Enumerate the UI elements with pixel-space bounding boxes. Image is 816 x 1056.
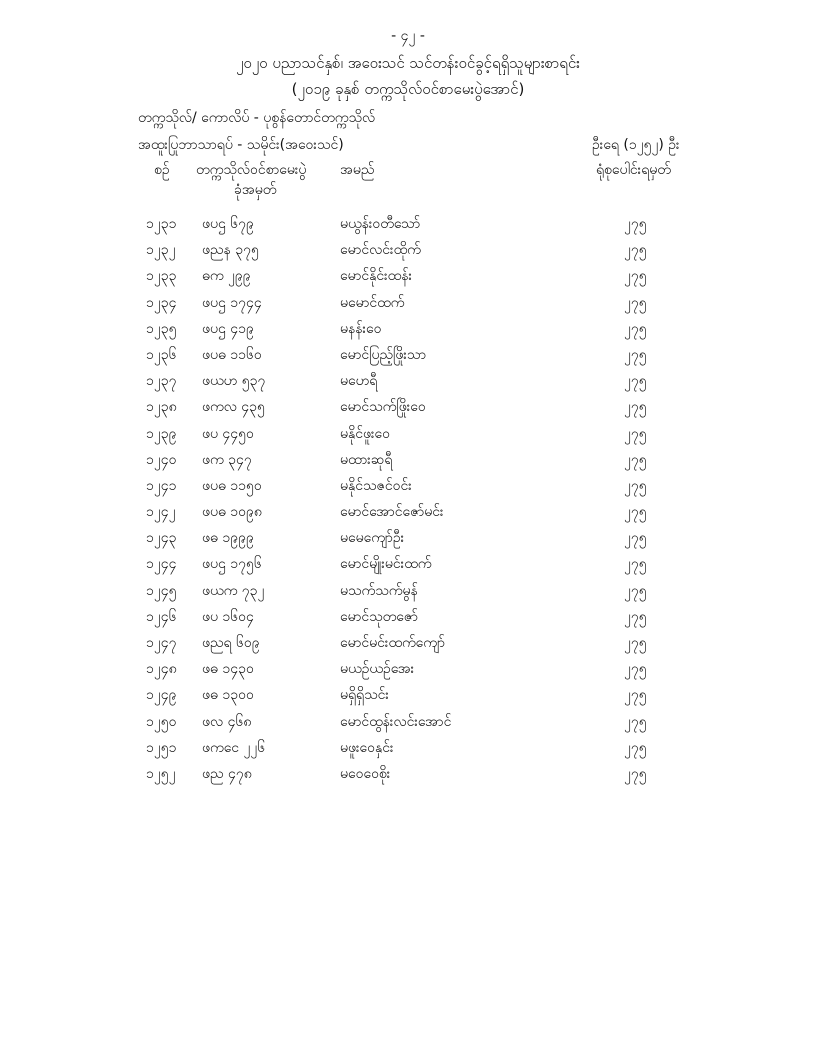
student-name: မောင်သုတဇော် — [340, 608, 418, 625]
row-number: ၁၂၄၄ — [146, 556, 177, 573]
table-row — [0, 472, 816, 498]
row-number: ၁၂၃၄ — [146, 294, 177, 311]
table-row — [0, 262, 816, 288]
score: ၂၇၅ — [624, 661, 647, 678]
table-row — [0, 734, 816, 760]
roll-number: ဖယဟ ၅၃၇ — [202, 373, 266, 390]
student-name: မယဉ်ယဉ်အေး — [340, 661, 415, 678]
page-number: - ၄၂ - — [391, 28, 425, 44]
student-name: မယွန်းဝတီသော် — [340, 216, 421, 232]
row-number: ၁၂၄၅ — [146, 582, 177, 599]
row-number: ၁၂၅၀ — [146, 713, 177, 730]
student-list — [0, 210, 816, 786]
score: ၂၇၅ — [624, 399, 647, 416]
row-number: ၁၂၄၀ — [146, 451, 177, 468]
score: ၂၇၅ — [624, 268, 647, 285]
table-row — [0, 210, 816, 236]
score: ၂၇၅ — [624, 608, 647, 625]
score: ၂၇၅ — [624, 765, 647, 782]
total-count: ဦးရေ (၁၂၅၂) ဦး — [592, 137, 680, 153]
row-number: ၁၂၃၃ — [146, 268, 177, 285]
roll-number: ဖယက ၇၃၂ — [202, 582, 265, 599]
row-number: ၁၂၅၁ — [146, 739, 177, 756]
table-row — [0, 393, 816, 419]
score: ၂၇၅ — [624, 556, 647, 573]
row-number: ၁၂၄၂ — [146, 504, 176, 521]
score: ၂၇၅ — [624, 346, 647, 363]
student-name: မောင်နိုင်းထန်း — [340, 268, 413, 285]
roll-number: ဖဓ ၁၉၉၉ — [202, 530, 254, 547]
student-name: မရှိရှိသင်း — [340, 687, 389, 704]
student-name: မောင်မျိုးမင်းထက် — [340, 556, 432, 573]
roll-number: ဖပဌ ၁၇၄၄ — [202, 294, 262, 311]
row-number: ၁၂၄၆ — [146, 608, 177, 625]
row-number: ၁၂၃၅ — [146, 320, 177, 337]
header-roll-line1: တက္ကသိုလ်ဝင်စာမေးပွဲ — [196, 162, 307, 178]
student-name: မောင်လင်းထိုက် — [340, 242, 421, 259]
student-name: မမောင်ထက် — [340, 294, 405, 311]
row-number: ၁၂၃၇ — [146, 373, 177, 390]
table-row — [0, 577, 816, 603]
student-name: မသက်သက်မွန် — [340, 582, 418, 599]
student-name: မနန်းဝေ — [340, 320, 382, 337]
row-number: ၁၂၃၆ — [146, 346, 177, 363]
student-name: မောင်မင်းထက်ကျော် — [340, 635, 445, 651]
row-number: ၁၂၅၂ — [146, 765, 176, 782]
roll-number: ဖပဌ ၁၇၅၆ — [202, 556, 262, 573]
score: ၂၇၅ — [624, 504, 647, 521]
table-row — [0, 236, 816, 262]
student-name: မနိုင်သဇင်ဝင်း — [340, 477, 412, 494]
header-no: စဉ် — [154, 162, 170, 178]
student-name: မမေကျော်ဦး — [340, 530, 405, 547]
score: ၂၇၅ — [624, 242, 647, 259]
roll-number: ဖဓ ၁၃၀၀ — [202, 687, 254, 704]
score: ၂၇၅ — [624, 216, 647, 232]
student-name: မောင်သက်ဖြိုးဝေ — [340, 399, 426, 416]
major-line: အထူးပြုဘာသာရပ် - သမိုင်း(အဝေးသင်) — [138, 137, 344, 153]
roll-number: ဖည ၄၇၈ — [202, 765, 252, 782]
score: ၂၇၅ — [624, 582, 647, 599]
score: ၂၇၅ — [624, 635, 647, 651]
score: ၂၇၅ — [624, 425, 647, 442]
roll-number: ဖပဓ ၁၀၉၈ — [202, 504, 262, 521]
row-number: ၁၂၄၁ — [146, 477, 177, 494]
table-row — [0, 289, 816, 315]
table-row — [0, 498, 816, 524]
table-row — [0, 341, 816, 367]
score: ၂၇၅ — [624, 530, 647, 547]
table-row — [0, 524, 816, 550]
row-number: ၁၂၃၈ — [146, 399, 177, 416]
roll-number: ဖလ ၄၆၈ — [202, 713, 252, 730]
student-name: မောင်ပြည့်ဖြိုးသာ — [340, 346, 427, 363]
header-roll-line2: ခုံအမှတ် — [234, 182, 277, 198]
roll-number: ဖကလ ၄၃၅ — [202, 399, 265, 416]
table-row — [0, 708, 816, 734]
table-row — [0, 420, 816, 446]
student-name: မနိုင်ဖူးဝေ — [340, 425, 391, 442]
roll-number: ဖညရ ၆၀၉ — [202, 635, 260, 651]
university-line: တက္ကသိုလ်/ ကောလိပ် - ပုစွန်တောင်တက္ကသိုလ် — [138, 110, 376, 126]
table-row — [0, 681, 816, 707]
roll-number: ဖဓ ၁၄၃၀ — [202, 661, 254, 678]
roll-number: ဓက ၂၉၉ — [202, 268, 251, 285]
document-title: ၂၀၂၀ ပညာသင်နှစ်၊ အဝေးသင် သင်တန်းဝင်ခွင့်ရရှိသူများစာရင်း — [236, 54, 580, 72]
table-row — [0, 603, 816, 629]
table-row — [0, 629, 816, 655]
score: ၂၇၅ — [624, 687, 647, 704]
row-number: ၁၂၃၂ — [146, 242, 176, 259]
roll-number: ဖကငေ ၂၂၆ — [202, 739, 266, 756]
student-name: မဟေရီ — [340, 373, 378, 390]
row-number: ၁၂၃၉ — [146, 425, 177, 442]
roll-number: ဖပဌ ၄၁၉ — [202, 320, 254, 337]
table-row — [0, 760, 816, 786]
header-name: အမည် — [340, 162, 375, 178]
score: ၂၇၅ — [624, 451, 647, 468]
document-subtitle: (၂၀၁၉ ခုနှစ် တက္ကသိုလ်ဝင်စာမေးပွဲအောင်) — [291, 80, 525, 98]
roll-number: ဖညန ၃၇၅ — [202, 242, 259, 259]
roll-number: ဖပဓ ၁၁၆၀ — [202, 346, 262, 363]
roll-number: ဖပ ၁၆၀၄ — [202, 608, 254, 625]
row-number: ၁၂၄၉ — [146, 687, 177, 704]
row-number: ၁၂၄၈ — [146, 661, 177, 678]
score: ၂၇၅ — [624, 477, 647, 494]
table-row — [0, 367, 816, 393]
score: ၂၇၅ — [624, 739, 647, 756]
student-name: မောင်အောင်ဇော်မင်း — [340, 504, 444, 521]
roll-number: ဖက ၃၄၇ — [202, 451, 252, 468]
row-number: ၁၂၃၁ — [146, 216, 177, 232]
table-row — [0, 446, 816, 472]
score: ၂၇၅ — [624, 294, 647, 311]
roll-number: ဖပဌ ၆၇၉ — [202, 216, 254, 232]
table-row — [0, 655, 816, 681]
roll-number: ဖပဓ ၁၁၅၀ — [202, 477, 262, 494]
row-number: ၁၂၄၃ — [146, 530, 177, 547]
roll-number: ဖပ ၄၄၅၀ — [202, 425, 254, 442]
score: ၂၇၅ — [624, 373, 647, 390]
header-score: ရုံစုပေါင်းရမှတ် — [596, 162, 671, 178]
student-name: မထားဆုရီ — [340, 451, 393, 468]
table-row — [0, 550, 816, 576]
score: ၂၇၅ — [624, 713, 647, 730]
student-name: မဖူးဝေနှင်း — [340, 739, 394, 756]
table-row — [0, 315, 816, 341]
student-name: မောင်ထွန်းလင်းအောင် — [340, 713, 452, 730]
student-name: မဝေဝေစိုး — [340, 765, 391, 782]
score: ၂၇၅ — [624, 320, 647, 337]
row-number: ၁၂၄၇ — [146, 635, 177, 651]
